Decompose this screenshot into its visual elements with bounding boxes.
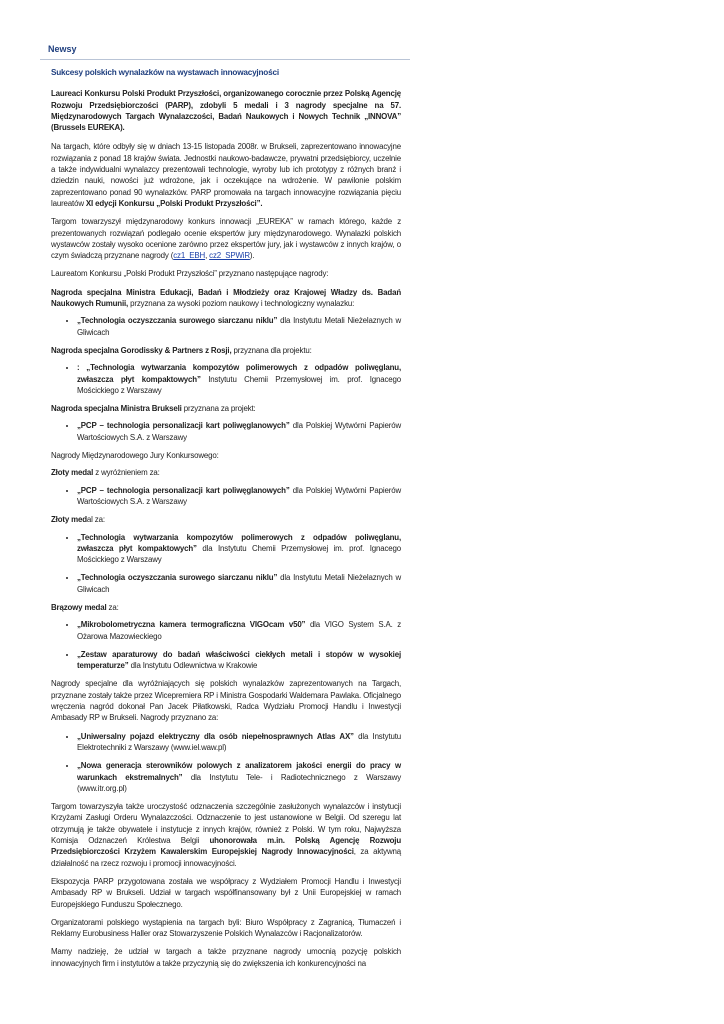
award-gorodissky-list: [51, 362, 401, 396]
gold-medal-list: [51, 532, 401, 595]
award-gorodissky-heading-bold: Nagroda specjalna Gorodissky & Partners z Rosji,: [51, 345, 232, 355]
article-title: Sukcesy polskich wynalazków na wystawach innowacyjności: [51, 68, 279, 77]
list-item-text: dla VIGO System S.A. z Ożarowa Mazowieckiego: [77, 620, 402, 641]
paragraph-organizers: Organizatorami polskiego wystąpienia na targach byli: Biuro Współpracy z Zagranicą, Tłumaczeń i Reklamy Eurobusiness Haller oraz Stowarzyszenie Polskich Wynalazców i Racjonalizatorów.: [51, 917, 401, 939]
special-awards-list: [51, 731, 401, 794]
list-item-title: „Technologia wytwarzania kompozytów polimerowych z odpadów poliwęglanu, zwłaszcza płyt kompaktowych”: [77, 532, 401, 553]
gold-distinction-heading-bold: Złoty medal: [51, 468, 94, 478]
award-brussels-heading: [51, 403, 401, 414]
list-item: [77, 420, 401, 443]
paragraph-eureka-end: ).: [249, 251, 255, 261]
award-gorodissky-heading: [51, 345, 401, 356]
bronze-medal-heading: [51, 602, 401, 613]
award-romania-heading: [51, 287, 401, 310]
paragraph-eureka: [51, 216, 401, 261]
bronze-medal-heading-rest: za:: [106, 602, 119, 612]
list-item-title: : „Technologia wytwarzania kompozytów polimerowych z odpadów poliwęglanu, zwłaszcza płyt kompaktowych”: [77, 363, 401, 384]
list-item-text: dla Instytutu Tele- i Radiotechnicznego z Warszawy (www.itr.org.pl): [77, 772, 401, 793]
list-item-title: „Technologia oczyszczania surowego siarczanu niklu”: [77, 316, 278, 326]
list-item-text: dla Instytutu Elektrotechniki z Warszawy (www.iel.waw.pl): [77, 731, 402, 752]
list-item-text: Instytutu Chemii Przemysłowej im. prof. Ignacego Mościckiego z Warszawy: [77, 374, 401, 395]
bronze-medal-list: [51, 619, 401, 671]
list-item-text: dla Instytutu Odlewnictwa w Krakowie: [128, 661, 258, 671]
list-item-title: „Mikrobolometryczna kamera termograficzna VIGOcam v50”: [77, 620, 306, 630]
list-item-text: dla Instytutu Metali Nieżelaznych w Gliwicach: [77, 573, 401, 594]
award-brussels-list: [51, 420, 401, 443]
paragraph-fair-bold: XI edycji Konkursu „Polski Produkt Przyszłości”.: [85, 198, 263, 208]
list-item: [77, 649, 401, 672]
gold-medal-heading-rest: al za:: [86, 515, 105, 525]
paragraph-fair-text: Na targach, które odbyły się w dniach 13-15 listopada 2008r. w Brukseli, zaprezentowano innowacyjne rozwiązania z ponad 18 krajów świata. Jednostki naukowo-badawcze, prywatni przedsiębiorcy, uczelnie a także indywidualni wynalazcy prezentowali technologie, wyroby lub ich prototypy z różnych branż i dziedzin nauki, nowości już wdrożone, jak i oczekujące na wdrożenie. W pawilonie polskim zaprezentowano ponad 90 wynalazków. PARP promowała na targach innowacyjne rozwiązania pięciu laureatów: [51, 142, 401, 208]
gold-medal-heading: [51, 514, 401, 525]
gold-medal-heading-bold: Złoty med: [51, 515, 87, 525]
link-separator: ,: [205, 251, 210, 261]
article-lead: Laureaci Konkursu Polski Produkt Przyszłości, organizowanego corocznie przez Polską Agencję Rozwoju Przedsiębiorczości (PARP), zdobyli 5 medali i 3 nagrody specjalne na 57. Międzynarodowych Targach Wynalazczości, Badań Naukowych i Nowych Technik „INNOVA” (Brussels EUREKA).: [51, 89, 401, 133]
list-item: [77, 532, 401, 566]
article-content: [40, 67, 401, 969]
paragraph-ceremony-text: Targom towarzyszyła także uroczystość odznaczenia szczególnie zasłużonych wynalazców i instytucji Krzyżami Zasługi Orderu Wynalazczości. Odznaczenie to jest ustanowione w Belgii. Od szeregu lat otrzymują je także obywatele i instytucje z innych krajów, również z Polski. W tym roku, Najwyższa Komisja Odznaczeń Królestwa Belgii: [51, 802, 401, 846]
list-item: [77, 485, 401, 508]
paragraph-fair: [51, 141, 401, 209]
list-item-title: „Uniwersalny pojazd elektryczny dla osób niepełnosprawnych Atlas AX”: [77, 731, 354, 741]
gold-distinction-heading: [51, 467, 401, 478]
paragraph-exposition: Ekspozycja PARP przygotowana została we współpracy z Wydziałem Promocji Handlu i Inwestycji Ambasady RP w Brukseli. Udział w targach współfinansowany był z Unii Europejskiej w ramach Europejskiego Funduszu Społecznego.: [51, 876, 401, 909]
link-cz2-spwir[interactable]: cz2_SPWiR: [209, 251, 250, 261]
list-item: [77, 572, 401, 595]
bronze-medal-heading-bold: Brązowy medal: [51, 602, 107, 612]
list-item-text: dla Polskiej Wytwórni Papierów Wartościowych S.A. z Warszawy: [77, 485, 401, 506]
list-item-title: „Zestaw aparaturowy do badań właściwości ciekłych metali i stopów w wysokiej temperaturze”: [77, 649, 401, 671]
list-item: [77, 315, 401, 338]
award-brussels-heading-rest: przyznana za projekt:: [181, 404, 256, 414]
list-item-title: „Nowa generacja sterowników polowych z analizatorem jakości energii do pracy w warunkach ekstremalnych”: [77, 761, 401, 782]
gold-distinction-heading-rest: z wyróżnieniem za:: [93, 468, 160, 478]
list-item-text: dla Instytutu Metali Nieżelaznych w Gliwicach: [77, 316, 401, 337]
paragraph-ceremony: [51, 801, 401, 869]
list-item-text: dla Instytutu Chemii Przemysłowej im. prof. Ignacego Mościckiego z Warszawy: [77, 543, 401, 565]
list-item-title: „PCP – technologia personalizacji kart poliwęglanowych”: [77, 421, 290, 431]
list-item-title: „Technologia oczyszczania surowego siarczanu niklu”: [77, 573, 278, 583]
paragraph-laureates: Laureatom Konkursu „Polski Produkt Przyszłości” przyznano następujące nagrody:: [51, 269, 329, 279]
list-item: [77, 619, 401, 642]
section-title: Newsy: [40, 40, 410, 60]
award-romania-heading-rest: przyznana za wysoki poziom naukowy i technologiczny wynalazku:: [128, 299, 355, 309]
paragraph-special-awards: Nagrody specjalne dla wyróżniających się polskich wynalazków zaprezentowanych na Targach, przyznane zostały także przez Wicepremiera RP i Ministra Gospodarki Waldemara Pawlaka. Oficjalnego wręczenia nagród dokonał Pan Jacek Piłatkowski, Radca Wydziału Promocji Handlu i Inwestycji Ambasady RP w Brukseli. Nagrody przyznano za:: [51, 679, 401, 723]
gold-distinction-list: [51, 485, 401, 508]
paragraph-ceremony-bold: uhonorowała m.in. Polską Agencję Rozwoju Przedsiębiorczości Krzyżem Kawalerskim Europejskiej Nagrody Innowacyjności: [51, 836, 401, 857]
award-romania-list: [51, 315, 401, 338]
award-brussels-heading-bold: Nagroda specjalna Ministra Brukseli: [51, 404, 182, 414]
list-item: [77, 362, 401, 396]
list-item-text: dla Polskiej Wytwórni Papierów Wartościowych S.A. z Warszawy: [77, 421, 401, 442]
page: [40, 40, 410, 976]
paragraph-eureka-text: Targom towarzyszył międzynarodowy konkurs innowacji „EUREKA” w ramach którego, każde z prezentowanych rozwiązań podlegało ocenie ekspertów jury międzynarodowego. Wynalazki polskich wystawców zostały wysoko ocenione zarówno przez ekspertów jury, jak i wystawców z innych krajów, o czym świadczą przyznane nagrody (: [51, 217, 401, 261]
list-item: [77, 731, 401, 754]
award-gorodissky-heading-rest: przyznana dla projektu:: [231, 345, 312, 355]
jury-awards-heading: Nagrody Międzynarodowego Jury Konkursowego:: [51, 451, 219, 461]
award-romania-heading-bold: Nagroda specjalna Ministra Edukacji, Badań i Młodzieży oraz Krajowej Władzy ds. Badań Naukowych Rumunii,: [51, 287, 401, 309]
link-cz1-ebh[interactable]: cz1_EBH: [173, 251, 206, 261]
list-item: [77, 760, 401, 794]
list-item-title: „PCP – technologia personalizacji kart poliwęglanowych”: [77, 485, 290, 495]
paragraph-ceremony-end: , za aktywną działalność na rzecz rozwoju i promocji innowacyjności.: [51, 847, 401, 868]
paragraph-hope: Mamy nadzieję, że udział w targach a także przyznane nagrody umocnią pozycję polskich innowacyjnych firm i instytutów a także przyczynią się do zwiększenia ich konkurencyjności na: [51, 947, 401, 968]
